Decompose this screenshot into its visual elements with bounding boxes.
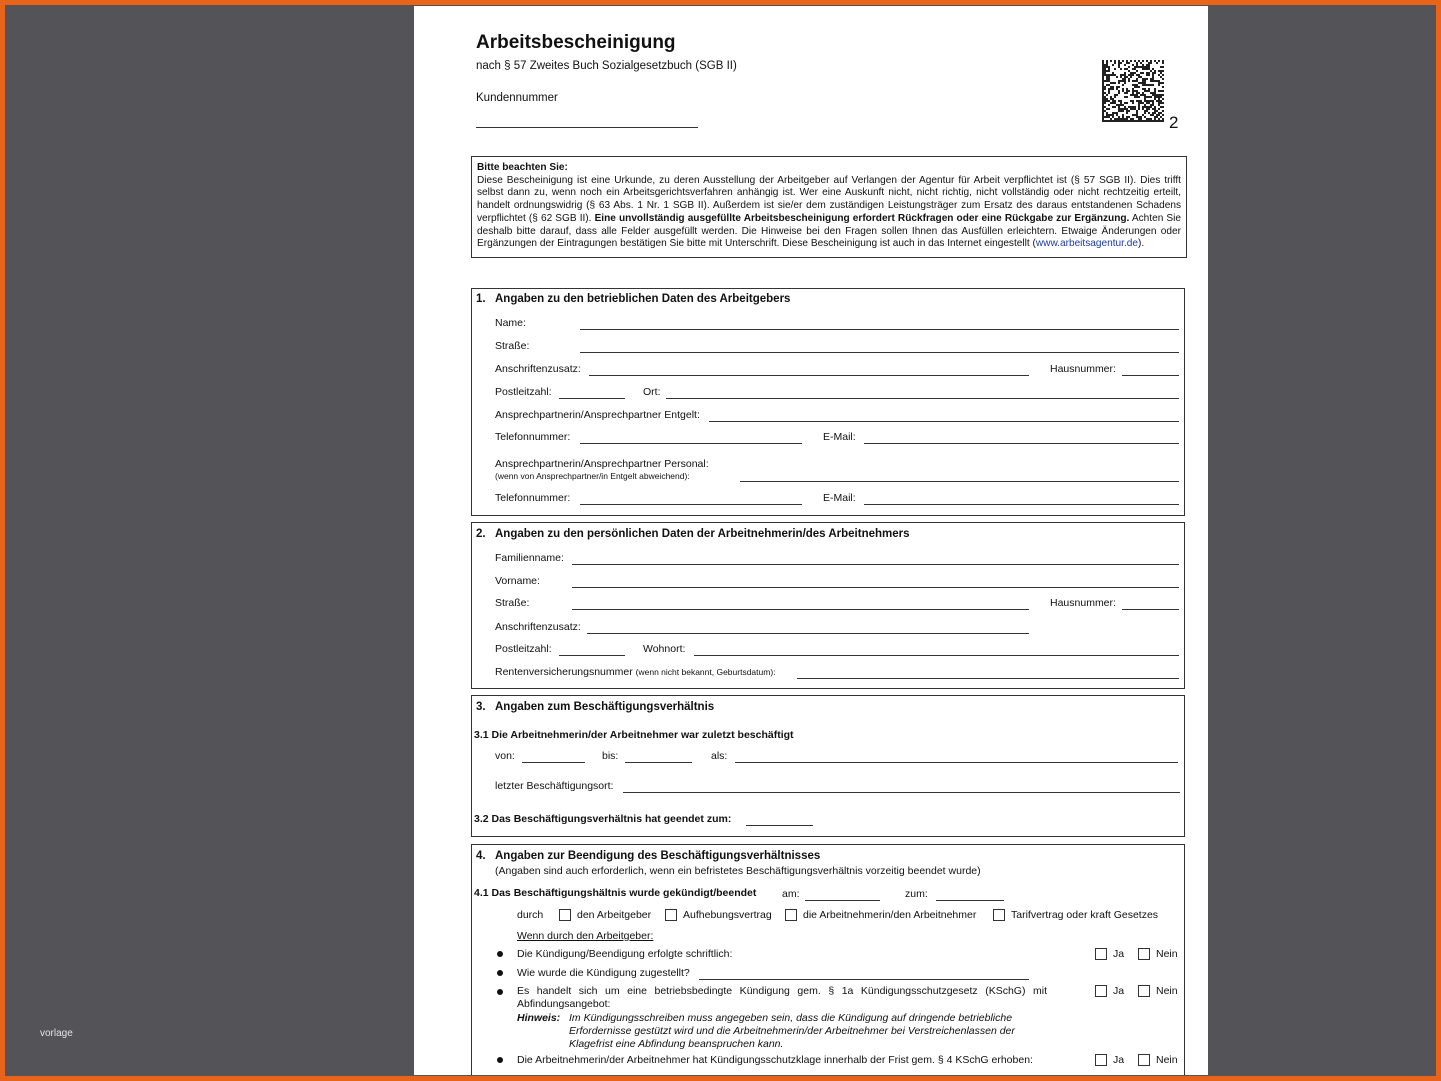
employer-city-label: Ort: xyxy=(643,386,661,398)
as-label: als: xyxy=(711,750,728,762)
watermark-text: vorlage xyxy=(40,1028,73,1039)
section-4-note: (Angaben sind auch erforderlich, wenn ein befristetes Beschäftigungsverhältnis vorzeitig beendet wurde) xyxy=(495,865,981,877)
notice-bold-text: Eine unvollständig ausgefüllte Arbeitsbescheinigung erfordert Rückfragen oder eine Rückgabe zur Ergänzung. xyxy=(594,212,1130,224)
as-field[interactable] xyxy=(735,762,1178,763)
staff-phone-label: Telefonnummer: xyxy=(495,492,571,504)
question-severance-label: Es handelt sich um eine betriebsbedingte Kündigung gem. § 1a Kündigungsschutzgesetz (KSchG) mit xyxy=(517,985,1047,997)
checkbox-employer[interactable] xyxy=(559,909,571,921)
employer-city-field[interactable] xyxy=(666,398,1179,399)
section-employee xyxy=(471,522,1185,689)
employee-city-field[interactable] xyxy=(694,655,1179,656)
employer-phone-field[interactable] xyxy=(580,443,802,444)
staff-email-field[interactable] xyxy=(864,504,1179,505)
termination-on-label: am: xyxy=(782,888,800,900)
checkbox-lawsuit-yes[interactable] xyxy=(1095,1054,1107,1066)
notice-box xyxy=(471,156,1187,258)
option-employer-label: den Arbeitgeber xyxy=(577,909,652,921)
written-yes-label: Ja xyxy=(1113,948,1125,960)
employer-email-field[interactable] xyxy=(864,443,1179,444)
section-3-1-title: 3.1 Die Arbeitnehmerin/der Arbeitnehmer war zuletzt beschäftigt xyxy=(474,729,794,741)
bullet-4 xyxy=(497,1057,503,1063)
hint-text-3: Klagefrist eine Abfindung beanspruchen kann. xyxy=(569,1038,784,1050)
employee-city-label: Wohnort: xyxy=(643,643,686,655)
hint-text-1: Im Kündigungsschreiben muss angegeben sein, dass die Kündigung auf dringende betriebliche xyxy=(569,1012,1013,1024)
employer-house-field[interactable] xyxy=(1122,375,1179,376)
pension-number-label: Rentenversicherungsnummer (wenn nicht bekannt, Geburtsdatum): xyxy=(495,666,776,678)
notice-text-2: Achten Sie deshalb bitte darauf, dass alle Felder ausgefüllt werden. Die Hinweise bei den Fragen sollen Ihnen das Ausfüllen erleichtern. Etwaige Änderungen oder Ergänzungen der Eintragungen bestätigen Sie bitte mit Unterschrift. Diese Bescheinigung ist auch in das Internet eingestellt ( xyxy=(477,212,1181,250)
severance-yes-label: Ja xyxy=(1113,985,1125,997)
written-no-label: Nein xyxy=(1156,948,1178,960)
hint-label: Hinweis: xyxy=(517,1012,561,1024)
question-severance-label-2: Abfindungsangebot: xyxy=(517,998,611,1010)
work-place-field[interactable] xyxy=(623,792,1180,793)
checkbox-severance-yes[interactable] xyxy=(1095,985,1107,997)
to-field[interactable] xyxy=(625,762,692,763)
option-termination-agreement-label: Aufhebungsvertrag xyxy=(683,909,772,921)
employer-email-label: E-Mail: xyxy=(823,431,856,443)
first-name-field[interactable] xyxy=(572,587,1179,588)
checkbox-written-yes[interactable] xyxy=(1095,948,1107,960)
section-4-1-title: 4.1 Das Beschäftigungshältnis wurde gekündigt/beendet xyxy=(474,887,757,899)
delivery-field[interactable] xyxy=(699,979,1029,980)
employer-address-extra-label: Anschriftenzusatz: xyxy=(495,363,581,375)
employer-street-label: Straße: xyxy=(495,340,530,352)
notice-heading: Bitte beachten Sie: xyxy=(477,162,568,173)
lawsuit-no-label: Nein xyxy=(1156,1054,1178,1066)
employee-zip-label: Postleitzahl: xyxy=(495,643,552,655)
termination-to-field[interactable] xyxy=(936,900,1004,901)
to-label: bis: xyxy=(602,750,619,762)
family-name-label: Familienname: xyxy=(495,552,564,564)
section-employment xyxy=(471,695,1185,837)
question-delivery-label: Wie wurde die Kündigung zugestellt? xyxy=(517,967,690,979)
notice-link[interactable]: www.arbeitsagentur.de xyxy=(1035,238,1138,250)
document-subtitle: nach § 57 Zweites Buch Sozialgesetzbuch (SGB II) xyxy=(476,60,737,72)
employer-name-label: Name: xyxy=(495,317,526,329)
checkbox-lawsuit-no[interactable] xyxy=(1138,1054,1150,1066)
employer-phone-label: Telefonnummer: xyxy=(495,431,571,443)
termination-on-field[interactable] xyxy=(805,900,880,901)
employer-zip-field[interactable] xyxy=(559,398,625,399)
checkbox-written-no[interactable] xyxy=(1138,948,1150,960)
employee-house-field[interactable] xyxy=(1122,609,1179,610)
employer-street-field[interactable] xyxy=(580,352,1179,353)
bullet-2 xyxy=(497,970,503,976)
checkbox-severance-no[interactable] xyxy=(1138,985,1150,997)
severance-no-label: Nein xyxy=(1156,985,1178,997)
checkbox-collective-agreement[interactable] xyxy=(993,909,1005,921)
contact-staff-label: Ansprechpartnerin/Ansprechpartner Personal: xyxy=(495,458,709,470)
option-employee-label: die Arbeitnehmerin/den Arbeitnehmer xyxy=(803,909,977,921)
document-page xyxy=(414,6,1208,1075)
employer-zip-label: Postleitzahl: xyxy=(495,386,552,398)
question-written-label: Die Kündigung/Beendigung erfolgte schriftlich: xyxy=(517,948,733,960)
notice-text-3: ). xyxy=(1137,238,1145,250)
by-label: durch xyxy=(517,909,544,921)
section-1-title: 1. Angaben zu den betrieblichen Daten des Arbeitgebers xyxy=(476,293,791,305)
employee-street-label: Straße: xyxy=(495,597,530,609)
from-field[interactable] xyxy=(522,762,585,763)
section-3-2-title: 3.2 Das Beschäftigungsverhältnis hat geendet zum: xyxy=(474,813,732,825)
employee-house-label: Hausnummer: xyxy=(1050,597,1116,609)
staff-email-label: E-Mail: xyxy=(823,492,856,504)
from-label: von: xyxy=(495,750,515,762)
question-lawsuit-label: Die Arbeitnehmerin/der Arbeitnehmer hat Kündigungsschutzklage innerhalb der Frist gem. § 4 KSchG erhoben: xyxy=(517,1054,1033,1066)
hint-text-2: Erfordernisse gestützt wird und die Arbeitnehmerin/der Arbeitnehmer bei Verstreichenlassen der xyxy=(569,1025,1015,1037)
family-name-field[interactable] xyxy=(572,564,1179,565)
bullet-3 xyxy=(497,989,503,995)
contact-pay-field[interactable] xyxy=(709,421,1179,422)
lawsuit-yes-label: Ja xyxy=(1113,1054,1125,1066)
employer-address-extra-field[interactable] xyxy=(589,375,1029,376)
work-place-label: letzter Beschäftigungsort: xyxy=(495,780,614,792)
staff-phone-field[interactable] xyxy=(580,504,802,505)
termination-to-label: zum: xyxy=(905,888,928,900)
notice-text-1: Diese Bescheinigung ist eine Urkunde, zu deren Ausstellung der Arbeitgeber auf Verlangen der Agentur für Arbeit verpflichtet ist (§ 57 SGB II). Dies trifft selbst dann zu, wenn noch ein Arbeitsgerichtsverfahren anhängig ist. Wer eine Auskunft nicht, nicht richtig, nicht vollständig oder nicht rechtzeitig erteilt, handelt ordnungswidrig (§ 63 Abs. 1 Nr. 1 SGB II). Außerdem ist sie/er dem zuständigen Leistungsträger zum Ersatz des daraus entstandenen Schadens verpflichtet (§ 62 SGB II). xyxy=(477,174,1181,224)
employer-termination-heading: Wenn durch den Arbeitgeber: xyxy=(517,930,654,942)
employee-street-field[interactable] xyxy=(572,609,1029,610)
employee-address-extra-field[interactable] xyxy=(587,633,1029,634)
employee-zip-field[interactable] xyxy=(559,655,625,656)
employer-house-label: Hausnummer: xyxy=(1050,363,1116,375)
customer-number-field[interactable] xyxy=(476,127,698,128)
checkbox-termination-agreement[interactable] xyxy=(665,909,677,921)
contact-staff-note: (wenn von Ansprechpartner/in Entgelt abweichend): xyxy=(495,471,690,481)
datamatrix-code xyxy=(1102,60,1164,122)
bullet-1 xyxy=(497,951,503,957)
section-4-title: 4. Angaben zur Beendigung des Beschäftigungsverhältnisses xyxy=(476,850,821,862)
customer-number-label: Kundennummer xyxy=(476,92,558,104)
section-2-title: 2. Angaben zu den persönlichen Daten der Arbeitnehmerin/des Arbeitnehmers xyxy=(476,528,910,540)
employee-address-extra-label: Anschriftenzusatz: xyxy=(495,621,581,633)
section-termination xyxy=(471,844,1185,1075)
contact-staff-field[interactable] xyxy=(740,481,1179,482)
page-number: 2 xyxy=(1169,113,1179,132)
section-employer xyxy=(471,288,1185,516)
document-title: Arbeitsbescheinigung xyxy=(476,32,676,53)
section-3-title: 3. Angaben zum Beschäftigungsverhältnis xyxy=(476,701,715,713)
option-collective-agreement-label: Tarifvertrag oder kraft Gesetzes xyxy=(1011,909,1159,921)
first-name-label: Vorname: xyxy=(495,575,540,587)
employer-name-field[interactable] xyxy=(580,329,1179,330)
pension-number-field[interactable] xyxy=(797,678,1179,679)
contact-pay-label: Ansprechpartnerin/Ansprechpartner Entgelt: xyxy=(495,409,700,421)
checkbox-employee[interactable] xyxy=(785,909,797,921)
end-date-field[interactable] xyxy=(746,825,813,826)
